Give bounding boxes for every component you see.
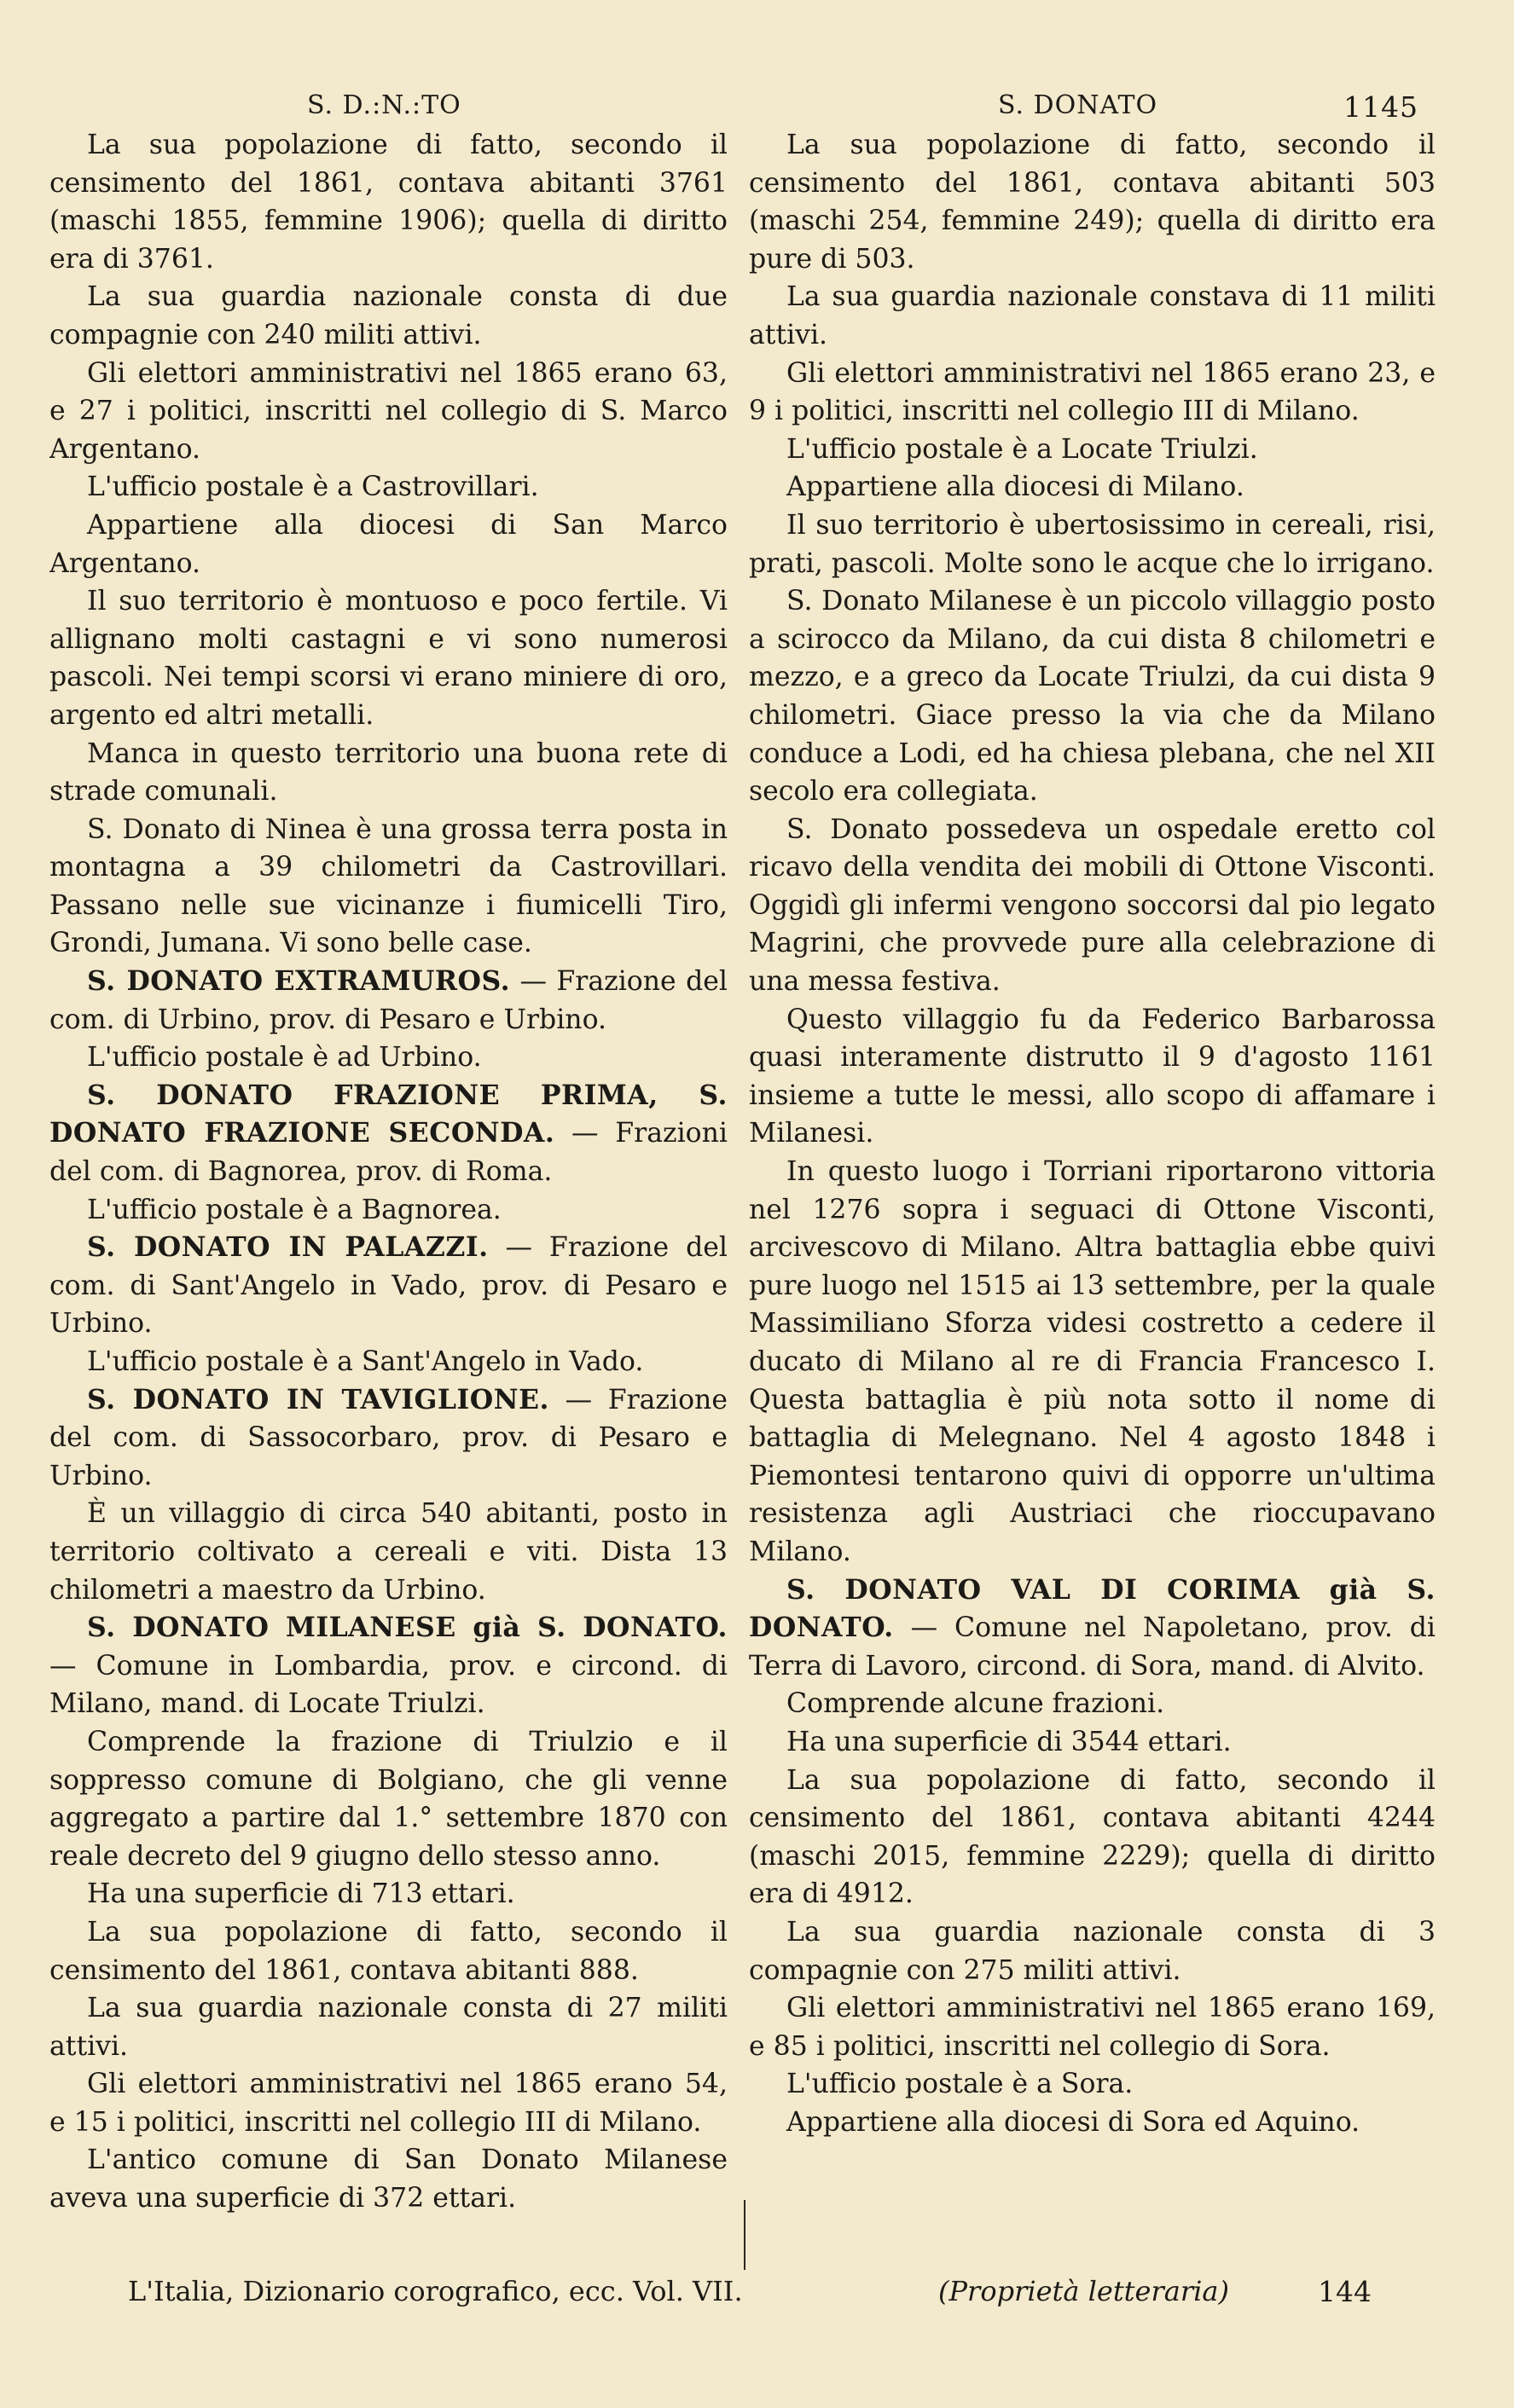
paragraph-text: La sua popolazione di fatto, secondo il censimento del 1861, contava abitanti 888. (49, 1916, 728, 1986)
paragraph-text: È un villaggio di circa 540 abitanti, posto in territorio coltivato a cereali e viti. Dista 13 chilometri a maestro da Urbino. (49, 1498, 728, 1606)
paragraph (749, 2065, 1436, 2104)
paragraph-text: Il suo territorio è montuoso e poco fertile. Vi allignano molti castagni e vi sono numerosi pascoli. Nei tempi scorsi vi erano miniere di oro, argento ed altri metalli. (49, 586, 728, 731)
paragraph-text: S. Donato Milanese è un piccolo villaggio posto a scirocco da Milano, da cui dista 8 chilometri e mezzo, e a greco da Locate Triulzi, da cui dista 9 chilometri. Giace presso la via che da Milano conduce a Lodi, ed ha chiesa plebana, che nel XII secolo era collegiata. (749, 586, 1436, 807)
paragraph-text: — Frazioni del com. di Bagnorea, prov. di Roma. (49, 1118, 728, 1188)
entry-heading: S. DONATO MILANESE già S. DONATO. (87, 1612, 728, 1644)
paragraph (49, 468, 728, 506)
page-number: 1145 (1343, 90, 1418, 124)
paragraph-text: Comprende la frazione di Triulzio e il soppresso comune di Bolgiano, che gli venne aggregato a partire dal 1.° settembre 1870 con reale decreto del 9 giugno dello stesso anno. (49, 1726, 728, 1872)
paragraph-text: L'ufficio postale è a Sant'Angelo in Vado. (87, 1346, 644, 1377)
paragraph-text: L'antico comune di San Donato Milanese aveva una superficie di 372 ettari. (49, 2145, 728, 2214)
paragraph-text: L'ufficio postale è a Bagnorea. (87, 1194, 502, 1225)
paragraph (749, 1001, 1436, 1153)
paragraph (49, 1989, 728, 2065)
right-column (749, 126, 1436, 2275)
paragraph (49, 1875, 728, 1913)
paragraph-text: Appartiene alla diocesi di Milano. (786, 472, 1244, 503)
paragraph (749, 1685, 1436, 1723)
paragraph-text: — Frazione del com. di Sassocorbaro, prov. di Pesaro e Urbino. (49, 1384, 728, 1491)
paragraph-text: Questo villaggio fu da Federico Barbarossa quasi interamente distrutto il 9 d'agosto 1161 insieme a tutte le messi, allo scopo di affamare i Milanesi. (749, 1004, 1436, 1149)
paragraph-text: Gli elettori amministrativi nel 1865 erano 23, e 9 i politici, inscritti nel collegio III di Milano. (749, 357, 1436, 427)
paragraph (49, 1191, 728, 1230)
paragraph (749, 1989, 1436, 2065)
paragraph (749, 126, 1436, 278)
paragraph (749, 811, 1436, 1001)
paragraph (749, 468, 1436, 506)
paragraph-text: Manca in questo territorio una buona rete di strade comunali. (49, 738, 728, 807)
paragraph (49, 963, 728, 1039)
paragraph (49, 582, 728, 734)
paragraph-text: In questo luogo i Torriani riportarono vittoria nel 1276 sopra i seguaci di Ottone Visconti, arcivescovo di Milano. Altra battaglia ebbe quivi pure luogo nel 1515 ai 13 settembre, per la quale Massimiliano Sforza videsi costretto a cedere il ducato di Milano al re di Francia Francesco I. Questa battaglia è più nota sotto il nome di battaglia di Melegnano. Nel 4 agosto 1848 i Piemontesi tentarono quivi di opporre un'ultima resistenza agli Austriaci che rioccupavano Milano. (749, 1156, 1436, 1567)
paragraph-text: L'ufficio postale è a Locate Triulzi. (786, 433, 1258, 465)
paragraph (49, 1343, 728, 1381)
paragraph-text: Gli elettori amministrativi nel 1865 erano 169, e 85 i politici, inscritti nel collegio di Sora. (749, 1993, 1436, 2062)
paragraph-text: Il suo territorio è ubertosissimo in cereali, risi, prati, pascoli. Molte sono le acque che lo irrigano. (749, 509, 1436, 579)
paragraph-text: S. Donato possedeva un ospedale eretto col ricavo della vendita dei mobili di Ottone Visconti. Oggidì gli infermi vengono soccorsi dal pio legato Magrini, che provvede pure alla celebrazione di una messa festiva. (749, 813, 1436, 998)
column-divider (744, 2200, 745, 2270)
paragraph (49, 1077, 728, 1191)
paragraph (749, 1762, 1436, 1913)
paragraph (749, 278, 1436, 354)
paragraph-text: — Comune in Lombardia, prov. e circond. di Milano, mand. di Locate Triulzi. (49, 1650, 728, 1720)
paragraph-text: Appartiene alla diocesi di Sora ed Aquino. (786, 2106, 1360, 2138)
paragraph-text: L'ufficio postale è a Sora. (786, 2069, 1134, 2100)
paragraph (749, 1723, 1436, 1762)
paragraph (49, 735, 728, 811)
right-running-head: S. DONATO (998, 90, 1158, 120)
paragraph-text: S. Donato di Ninea è una grossa terra posta in montagna a 39 chilometri da Castrovillari. Passano nelle sue vicinanze i fiumicelli Tiro, Grondi, Jumana. Vi sono belle case. (49, 813, 728, 959)
entry-heading: S. DONATO FRAZIONE PRIMA, S. DONATO FRAZIONE SECONDA. (49, 1079, 728, 1149)
paragraph-text: Gli elettori amministrativi nel 1865 erano 54, e 15 i politici, inscritti nel collegio III di Milano. (49, 2069, 728, 2138)
paragraph (49, 2065, 728, 2141)
paragraph-text: Ha una superficie di 713 ettari. (87, 1878, 515, 1910)
footer-signature-number: 144 (1318, 2275, 1372, 2308)
paragraph-text: Appartiene alla diocesi di San Marco Argentano. (49, 509, 728, 579)
entry-heading: S. DONATO VAL DI CORIMA già S. DONATO. (749, 1573, 1436, 1644)
paragraph (749, 355, 1436, 431)
paragraph-text: — Frazione del com. di Sant'Angelo in Vado, prov. di Pesaro e Urbino. (49, 1232, 728, 1340)
paragraph-text: Comprende alcune frazioni. (786, 1688, 1165, 1720)
paragraph-text: Gli elettori amministrativi nel 1865 erano 63, e 27 i politici, inscritti nel collegio di S. Marco Argentano. (49, 357, 728, 465)
paragraph (49, 1723, 728, 1875)
paragraph (49, 1229, 728, 1343)
paragraph (49, 126, 728, 278)
paragraph-text: La sua popolazione di fatto, secondo il censimento del 1861, contava abitanti 3761 (maschi 1855, femmine 1906); quella di diritto era di 3761. (49, 130, 728, 275)
paragraph (749, 1913, 1436, 1989)
entry-heading: S. DONATO EXTRAMUROS. (87, 965, 511, 998)
paragraph (749, 1572, 1436, 1686)
paragraph-text: Ha una superficie di 3544 ettari. (786, 1726, 1232, 1757)
paragraph-text: La sua popolazione di fatto, secondo il censimento del 1861, contava abitanti 4244 (maschi 2015, femmine 2229); quella di diritto era di 4912. (749, 1764, 1436, 1910)
paragraph-text: La sua guardia nazionale constava di 11 militi attivi. (749, 281, 1436, 350)
entry-heading: S. DONATO IN PALAZZI. (87, 1231, 489, 1264)
paragraph (49, 1913, 728, 1989)
paragraph (49, 1381, 728, 1496)
paragraph (49, 506, 728, 582)
paragraph (49, 355, 728, 469)
footer-copyright: (Proprietà letteraria) (938, 2275, 1229, 2307)
paragraph (49, 1039, 728, 1077)
paragraph (49, 1495, 728, 1609)
paragraph-text: — Frazione del com. di Urbino, prov. di Pesaro e Urbino. (49, 966, 728, 1035)
paragraph (749, 1153, 1436, 1572)
paragraph-text: La sua guardia nazionale consta di due compagnie con 240 militi attivi. (49, 281, 728, 350)
paragraph-text: — Comune nel Napoletano, prov. di Terra di Lavoro, circond. di Sora, mand. di Alvito. (749, 1612, 1436, 1682)
paragraph (49, 2141, 728, 2217)
paragraph-text: La sua guardia nazionale consta di 3 compagnie con 275 militi attivi. (749, 1916, 1436, 1986)
paragraph-text: L'ufficio postale è ad Urbino. (87, 1042, 482, 1074)
left-running-head: S. D.:N.:TO (307, 90, 461, 120)
paragraph (49, 278, 728, 354)
paragraph-text: L'ufficio postale è a Castrovillari. (87, 472, 539, 503)
paragraph (749, 2104, 1436, 2142)
paragraph (49, 1609, 728, 1723)
paragraph (49, 811, 728, 963)
paragraph (749, 582, 1436, 811)
footer-publication: L'Italia, Dizionario corografico, ecc. Vol. VII. (128, 2275, 743, 2307)
left-column (49, 126, 728, 2275)
paragraph (749, 431, 1436, 469)
entry-heading: S. DONATO IN TAVIGLIONE. (87, 1383, 549, 1415)
paragraph-text: La sua popolazione di fatto, secondo il censimento del 1861, contava abitanti 503 (maschi 254, femmine 249); quella di diritto era pure di 503. (749, 130, 1436, 275)
paragraph-text: La sua guardia nazionale consta di 27 militi attivi. (49, 1993, 728, 2062)
paragraph (749, 506, 1436, 582)
